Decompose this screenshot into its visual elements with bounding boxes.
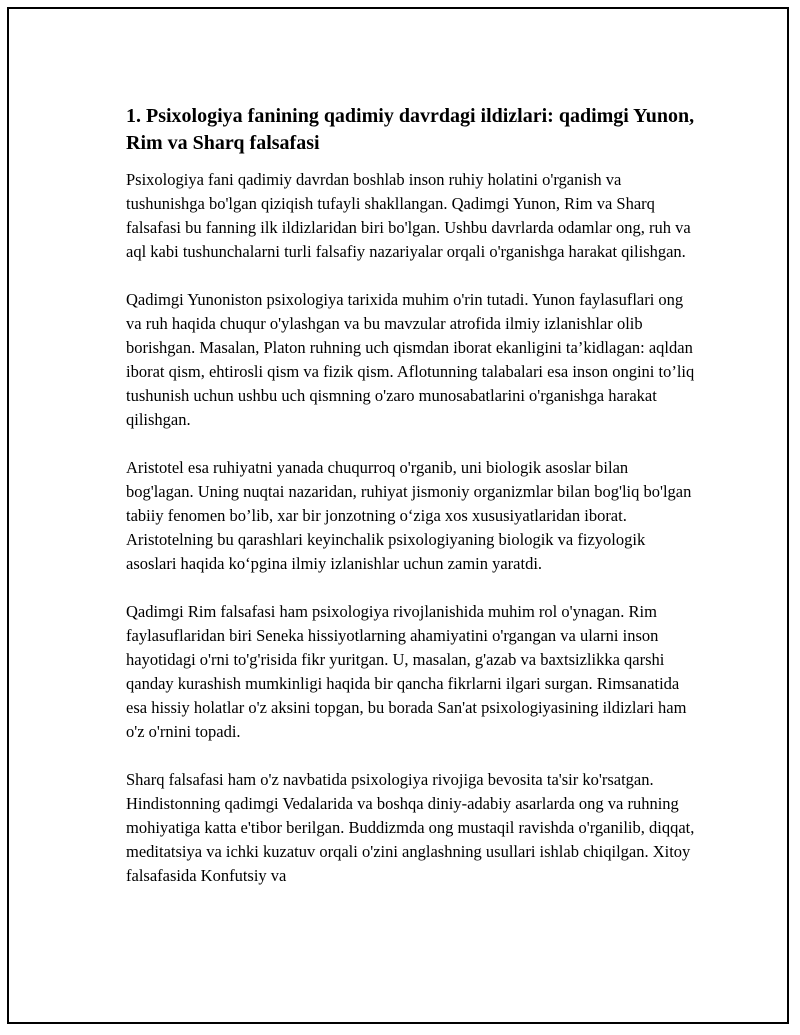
paragraph-greece: Qadimgi Yunoniston psixologiya tarixida muhim o'rin tutadi. Yunon faylasuflari ong va ruh haqida chuqur o'ylashgan va bu mavzular atrofida ilmiy izlanishlar olib borishgan. Masalan, Platon ruhning uch qismdan iborat ekanligini ta’kidlagan: aqldan iborat qism, ehtirosli qism va fizik qism. Aflotunning talabalari esa inson ongini to’liq tushunish uchun ushbu uch qismning o'zaro munosabatlarini o'rganishga harakat qilishgan. — [126, 290, 695, 429]
paragraph-aristotle: Aristotel esa ruhiyatni yanada chuqurroq o'rganib, uni biologik asoslar bilan bog'lagan. Uning nuqtai nazaridan, ruhiyat jismoniy organizmlar bilan bog'liq bo'lgan tabiiy fenomen bo’lib, xar bir jonzotning o‘ziga xos xususiyatlaridan iborat. Aristotelning bu qarashlari keyinchalik psixologiyaning biologik va fizyologik asoslari haqida ko‘pgina ilmiy izlanishlar uchun zamin yaratdi. — [126, 458, 692, 573]
section-heading: 1. Psixologiya fanining qadimiy davrdagi ildizlari: qadimgi Yunon, Rim va Sharq falsafasi — [126, 105, 695, 154]
page-frame — [7, 7, 789, 1024]
document-body — [126, 103, 698, 912]
paragraph-east: Sharq falsafasi ham o'z navbatida psixologiya rivojiga bevosita ta'sir ko'rsatgan. Hindistonning qadimgi Vedalarida va boshqa diniy-adabiy asarlarda ong va ruhning mohiyatiga katta e'tibor berilgan. Buddizmda ong mustaqil ravishda o'rganilib, diqqat, meditatsiya va ichki kuzatuv orqali o'zini anglashning usullari ishlab chiqilgan. Xitoy falsafasida Konfutsiy va — [126, 770, 695, 885]
paragraph-rome: Qadimgi Rim falsafasi ham psixologiya rivojlanishida muhim rol o'ynagan. Rim faylasuflaridan biri Seneka hissiyotlarning ahamiyatini o'rgangan va ularni inson hayotidagi o'rni to'g'risida fikr yuritgan. U, masalan, g'azab va baxtsizlikka qarshi qanday kurashish mumkinligi haqida bir qancha fikrlarni ilgari surgan. Rimsanatida esa hissiy holatlar o'z aksini topgan, bu borada San'at psixologiyasining ildizlari ham o'z o'rnini topadi. — [126, 602, 687, 741]
paragraph-intro: Psixologiya fani qadimiy davrdan boshlab inson ruhiy holatini o'rganish va tushunishga bo'lgan qiziqish tufayli shakllangan. Qadimgi Yunon, Rim va Sharq falsafasi bu fanning ilk ildizlaridan biri bo'lgan. Ushbu davrlarda odamlar ong, ruh va aql kabi tushunchalarni turli falsafiy nazariyalar orqali o'rganishga harakat qilishgan. — [126, 170, 691, 261]
